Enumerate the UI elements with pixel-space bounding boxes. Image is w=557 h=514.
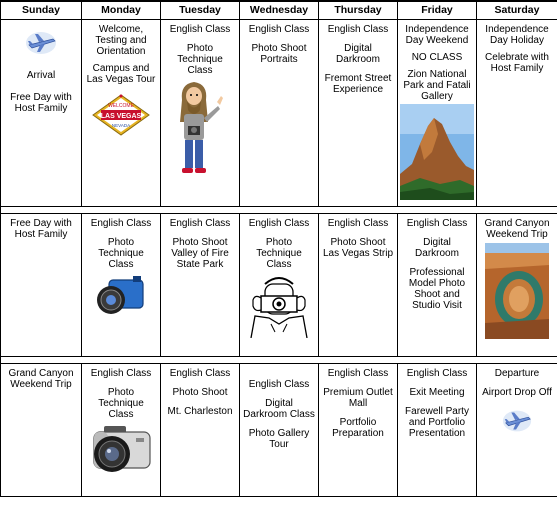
event-photo-shoot-portraits: Photo Shoot Portraits (251, 43, 307, 65)
event-grand-canyon-trip: Grand Canyon Weekend Trip (8, 368, 74, 390)
day-cell-w3-friday (398, 364, 477, 497)
day-cell-w1-friday (398, 20, 477, 207)
week-row-1 (1, 20, 557, 207)
event-exit-meeting: Exit Meeting (409, 387, 465, 398)
zion-canyon-photo (400, 104, 474, 200)
event-campus-tour: Campus and Las Vegas Tour (86, 63, 156, 85)
day-cell-w2-thursday (319, 214, 398, 357)
event-english-class: English Class (248, 379, 310, 390)
day-cell-w1-saturday (477, 20, 557, 207)
photographer-cartoon-image (170, 78, 230, 178)
event-free-day: Free Day with Host Family (10, 218, 72, 240)
event-english-class: English Class (90, 368, 152, 379)
event-arrival: Arrival (26, 70, 56, 81)
day-cell-w1-sunday (1, 20, 82, 207)
event-las-vegas-strip: Photo Shoot Las Vegas Strip (322, 237, 394, 259)
event-welcome: Welcome, Testing and Orientation (95, 24, 147, 57)
event-departure: Departure (494, 368, 540, 379)
day-cell-w2-monday (82, 214, 161, 357)
event-zion-gallery: Zion National Park and Fatali Gallery (403, 69, 471, 102)
header-wednesday: Wednesday (240, 2, 319, 20)
man-with-camera-sketch (247, 272, 311, 338)
event-english-class: English Class (327, 24, 389, 35)
event-airport-drop-off: Airport Drop Off (482, 387, 552, 398)
day-cell-w3-thursday (319, 364, 398, 497)
event-no-class: NO CLASS (411, 52, 463, 63)
day-cell-w3-wednesday (240, 364, 319, 497)
day-cell-w3-monday (82, 364, 161, 497)
calendar-grid (0, 1, 557, 497)
horseshoe-bend-photo (485, 243, 549, 339)
day-cell-w3-sunday (1, 364, 82, 497)
event-celebrate-host: Celebrate with Host Family (485, 52, 549, 74)
event-photo-shoot: Photo Shoot (172, 387, 228, 398)
day-cell-w2-friday (398, 214, 477, 357)
svg-text:WELCOME: WELCOME (108, 103, 134, 109)
blue-camera-icon (95, 274, 147, 318)
day-cell-w1-thursday (319, 20, 398, 207)
event-english-class: English Class (90, 218, 152, 229)
event-digital-darkroom: Digital Darkroom (415, 237, 459, 259)
event-photo-technique: Photo Technique Class (256, 237, 302, 270)
header-thursday: Thursday (319, 2, 398, 20)
event-english-class: English Class (169, 218, 231, 229)
day-cell-w3-tuesday (161, 364, 240, 497)
event-darkroom-class: Digital Darkroom Class (243, 398, 315, 420)
event-free-day: Free Day with Host Family (10, 92, 72, 114)
event-fremont-street: Fremont Street Experience (324, 73, 392, 95)
event-english-class: English Class (248, 218, 310, 229)
event-independence-holiday: Independence Day Holiday (485, 24, 549, 46)
dslr-camera-image (86, 422, 156, 474)
day-cell-w1-tuesday (161, 20, 240, 207)
day-cell-w2-sunday (1, 214, 82, 357)
event-independence-weekend: Independence Day Weekend (405, 24, 469, 46)
week-gap-1 (1, 207, 557, 214)
week-row-2 (1, 214, 557, 357)
airplane-icon (24, 30, 58, 56)
event-portfolio-prep: Portfolio Preparation (332, 417, 384, 439)
day-cell-w3-saturday (477, 364, 557, 497)
svg-text:LAS VEGAS: LAS VEGAS (100, 113, 142, 120)
week-gap-2 (1, 357, 557, 364)
event-english-class: English Class (169, 24, 231, 35)
event-mt-charleston: Mt. Charleston (167, 406, 233, 417)
svg-text:NEVADA: NEVADA (111, 123, 131, 128)
event-english-class: English Class (327, 368, 389, 379)
event-photo-technique: Photo Technique Class (98, 387, 144, 420)
event-english-class: English Class (406, 218, 468, 229)
airplane-icon (501, 408, 533, 434)
event-model-photo-shoot: Professional Model Photo Shoot and Studio Visit (408, 267, 466, 311)
day-cell-w2-saturday (477, 214, 557, 357)
day-cell-w1-monday (82, 20, 161, 207)
header-tuesday: Tuesday (161, 2, 240, 20)
event-english-class: English Class (327, 218, 389, 229)
header-friday: Friday (398, 2, 477, 20)
event-english-class: English Class (248, 24, 310, 35)
las-vegas-sign-image (89, 93, 153, 137)
day-cell-w2-wednesday (240, 214, 319, 357)
event-valley-of-fire: Photo Shoot Valley of Fire State Park (171, 237, 229, 270)
header-monday: Monday (82, 2, 161, 20)
event-farewell-party: Farewell Party and Portfolio Presentation (405, 406, 469, 439)
event-english-class: English Class (169, 368, 231, 379)
header-sunday: Sunday (1, 2, 82, 20)
day-cell-w2-tuesday (161, 214, 240, 357)
week-row-3 (1, 364, 557, 497)
weekday-header-row (1, 2, 557, 20)
event-gallery-tour: Photo Gallery Tour (248, 428, 310, 450)
event-photo-technique: Photo Technique Class (177, 43, 223, 76)
event-outlet-mall: Premium Outlet Mall (323, 387, 393, 409)
day-cell-w1-wednesday (240, 20, 319, 207)
header-saturday: Saturday (477, 2, 557, 20)
event-english-class: English Class (406, 368, 468, 379)
event-grand-canyon-trip: Grand Canyon Weekend Trip (484, 218, 550, 240)
event-photo-technique: Photo Technique Class (98, 237, 144, 270)
event-digital-darkroom: Digital Darkroom (336, 43, 380, 65)
